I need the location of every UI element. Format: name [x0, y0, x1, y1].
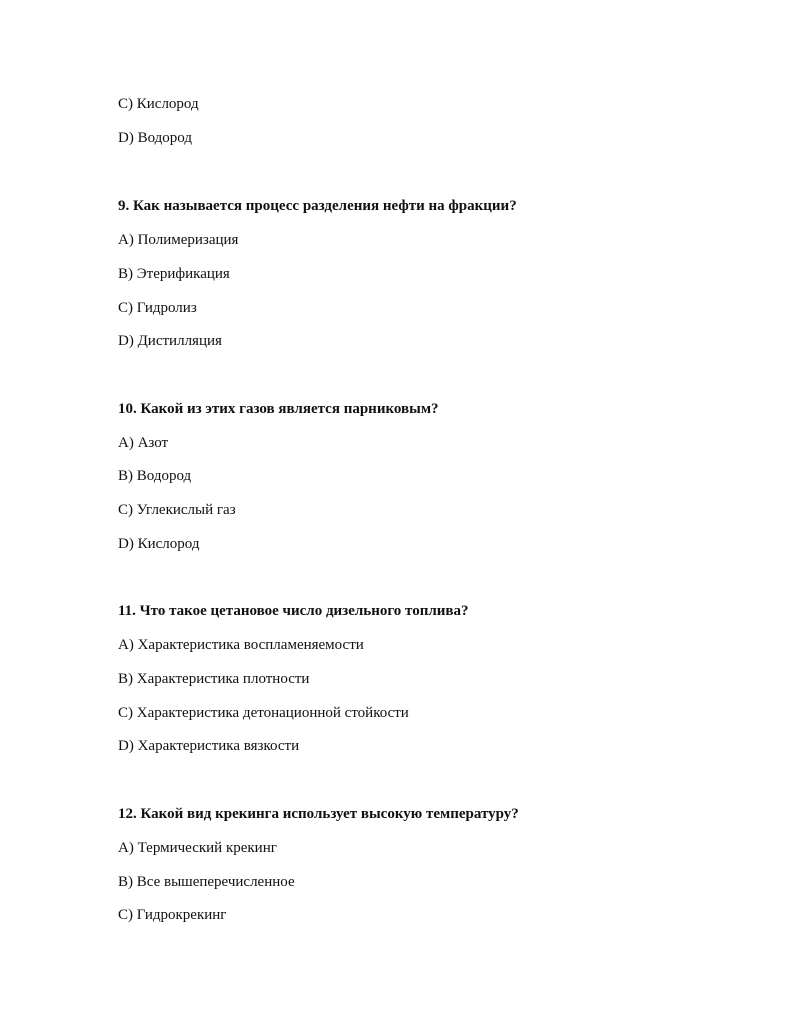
question-10-title: 10. Какой из этих газов является парниковым?	[118, 401, 439, 417]
option-prev-c: C) Кислород	[118, 96, 199, 112]
question-12-option-a: A) Термический крекинг	[118, 840, 277, 856]
question-9-option-d: D) Дистилляция	[118, 333, 222, 349]
question-9-option-a: A) Полимеризация	[118, 232, 239, 248]
question-9-option-b: B) Этерификация	[118, 266, 230, 282]
question-11-option-b: B) Характеристика плотности	[118, 671, 310, 687]
question-10-option-a: A) Азот	[118, 435, 169, 451]
question-11-title: 11. Что такое цетановое число дизельного топлива?	[118, 603, 469, 619]
question-10-option-d: D) Кислород	[118, 536, 200, 552]
question-12-option-b: B) Все вышеперечисленное	[118, 874, 295, 890]
question-11-option-a: A) Характеристика воспламеняемости	[118, 637, 364, 653]
question-10-option-b: B) Водород	[118, 468, 192, 484]
question-9-title: 9. Как называется процесс разделения нефти на фракции?	[118, 198, 517, 214]
question-9-option-c: C) Гидролиз	[118, 300, 197, 316]
question-11-option-d: D) Характеристика вязкости	[118, 738, 300, 754]
question-10-option-c: C) Углекислый газ	[118, 502, 236, 518]
option-prev-d: D) Водород	[118, 130, 192, 146]
question-12-title: 12. Какой вид крекинга использует высокую температуру?	[118, 806, 519, 822]
question-12-option-c: C) Гидрокрекинг	[118, 907, 227, 923]
question-11-option-c: C) Характеристика детонационной стойкости	[118, 705, 409, 721]
